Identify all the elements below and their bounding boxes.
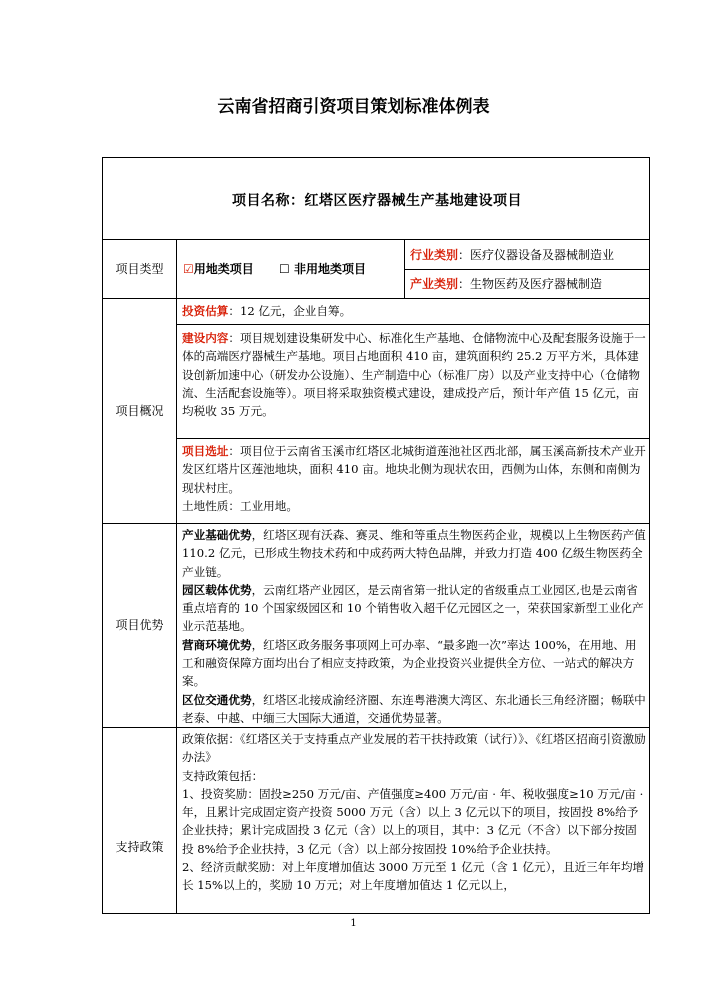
project-site-label: 项目选址 [182,444,229,458]
unchecked-box-icon: ☐ [279,262,290,276]
page-number: 1 [350,918,357,929]
checked-box-icon: ☑ [183,262,194,276]
advantage-item [182,581,646,636]
advantage-item [182,691,646,728]
advantage-item [182,636,646,691]
advantage-heading: 园区载体优势 [182,582,252,597]
document-title: 云南省招商引资项目策划标准体例表 [217,97,490,117]
row-divider [103,523,649,524]
sector-category-label: 产业类别 [410,277,459,291]
industry-category-value: ：医疗仪器设备及器械制造业 [458,248,615,262]
land-use-option-label: 用地类项目 [193,262,254,276]
project-table [102,157,650,914]
construction-content-value: ：项目规划建设集研发中心、标准化生产基地、仓储物流中心及配套服务设施于一体的高端医疗器械生产基地。项目占地面积 410 亩，建筑面积约 25.2 万平方米，具体建设创新加速中心（研发办公设施）、生产制造中心（标准厂房）以及产业支持中心（仓储物流、生活配套设施等）。项目将采取独资模式建设，建成投产后，预计年产值 15 亿元，亩均税收 35 万元。 [182,331,646,419]
industry-category-label: 行业类别 [410,248,459,262]
policy-basis: 政策依据：《红塔区关于支持重点产业发展的若干扶持政策（试行）》、《红塔区招商引资激励办法》 [182,732,646,765]
advantage-heading: 营商环境优势 [182,637,252,652]
advantage-text: ，红塔区北接成渝经济圈、东连粤港澳大湾区、东北通长三角经济圈；畅联中老泰、中越、中缅三大国际大通道，交通优势显著。 [182,692,646,725]
column-divider [176,239,177,914]
advantage-text: ，红塔区现有沃森、赛灵、维和等重点生物医药企业，规模以上生物医药产值 110.2 亿元，已形成生物技术药和中成药两大特色品牌，并致力打造 400 亿级生物医药全产业链。 [182,528,646,579]
project-site-value: ：项目位于云南省玉溪市红塔区北城街道莲池社区西北部，属玉溪高新技术产业开发区红塔片区莲池地块，面积 410 亩。地块北侧为现状农田，西侧为山体，东侧和南侧为现状村庄。 [182,444,646,495]
industry-category [410,246,614,264]
policy-content [182,730,646,895]
land-use-option [183,260,254,278]
row-divider [103,239,649,240]
advantages-label: 项目优势 [115,618,164,632]
project-site [182,442,646,497]
row-divider [103,298,649,299]
advantage-heading: 产业基础优势 [182,528,252,542]
project-type-label: 项目类型 [115,262,164,276]
construction-content [182,329,646,420]
sector-category [410,275,602,293]
policy-label: 支持政策 [115,840,164,854]
investment-estimate [182,302,646,320]
advantage-text: ，红塔区政务服务事项网上可办率、“最多跑一次”率达 100%，在用地、用工和融资保障方面均出台了相应支持政策，为企业投资兴业提供全方位、一站式的解决方案。 [182,637,637,689]
row-divider [176,324,649,325]
investment-value: ：12 亿元，企业自筹。 [228,304,352,318]
row-divider [176,438,649,439]
land-nature: 土地性质：工业用地。 [182,499,298,513]
policy-item: 1、投资奖励：固投≥250 万元/亩、产值强度≥400 万元/亩 · 年、税收强度≥10 万元/亩 · 年，且累计完成固定资产投资 5000 万元（含）以上 3 亿元以下的项目，按固投 8%给予企业扶持；累计完成固投 3 亿元（含）以上的项目，其中：3 亿元（不含）以下部分按固投 8%给予企业扶持，3 亿元（含）以上部分按固投 10%给予企业扶持。 [182,786,644,856]
investment-label: 投资估算 [182,304,229,318]
non-land-use-option-label: 非用地类项目 [293,262,366,276]
advantages-list [182,526,646,727]
overview-label: 项目概况 [115,404,164,418]
policy-intro: 支持政策包括： [182,768,264,783]
sector-category-value: ：生物医药及医疗器械制造 [458,277,603,291]
advantage-text: ，云南红塔产业园区，是云南省第一批认定的省级重点工业园区,也是云南省重点培育的 10 个国家级园区和 10 个销售收入超千亿元园区之一，荣获国家新型工业化产业示范基地。 [182,582,644,634]
project-name: 项目名称：红塔区医疗器械生产基地建设项目 [232,193,522,209]
non-land-use-option [279,260,366,278]
construction-content-label: 建设内容 [182,331,229,345]
row-divider [404,269,649,270]
policy-item: 2、经济贡献奖励：对上年度增加值达 3000 万元至 1 亿元（含 1 亿元），且近三年年均增长 15%以上的，奖励 10 万元；对上年度增加值达 1 亿元以上， [182,860,645,893]
advantage-heading: 区位交通优势 [182,692,252,707]
advantage-item [182,526,646,581]
